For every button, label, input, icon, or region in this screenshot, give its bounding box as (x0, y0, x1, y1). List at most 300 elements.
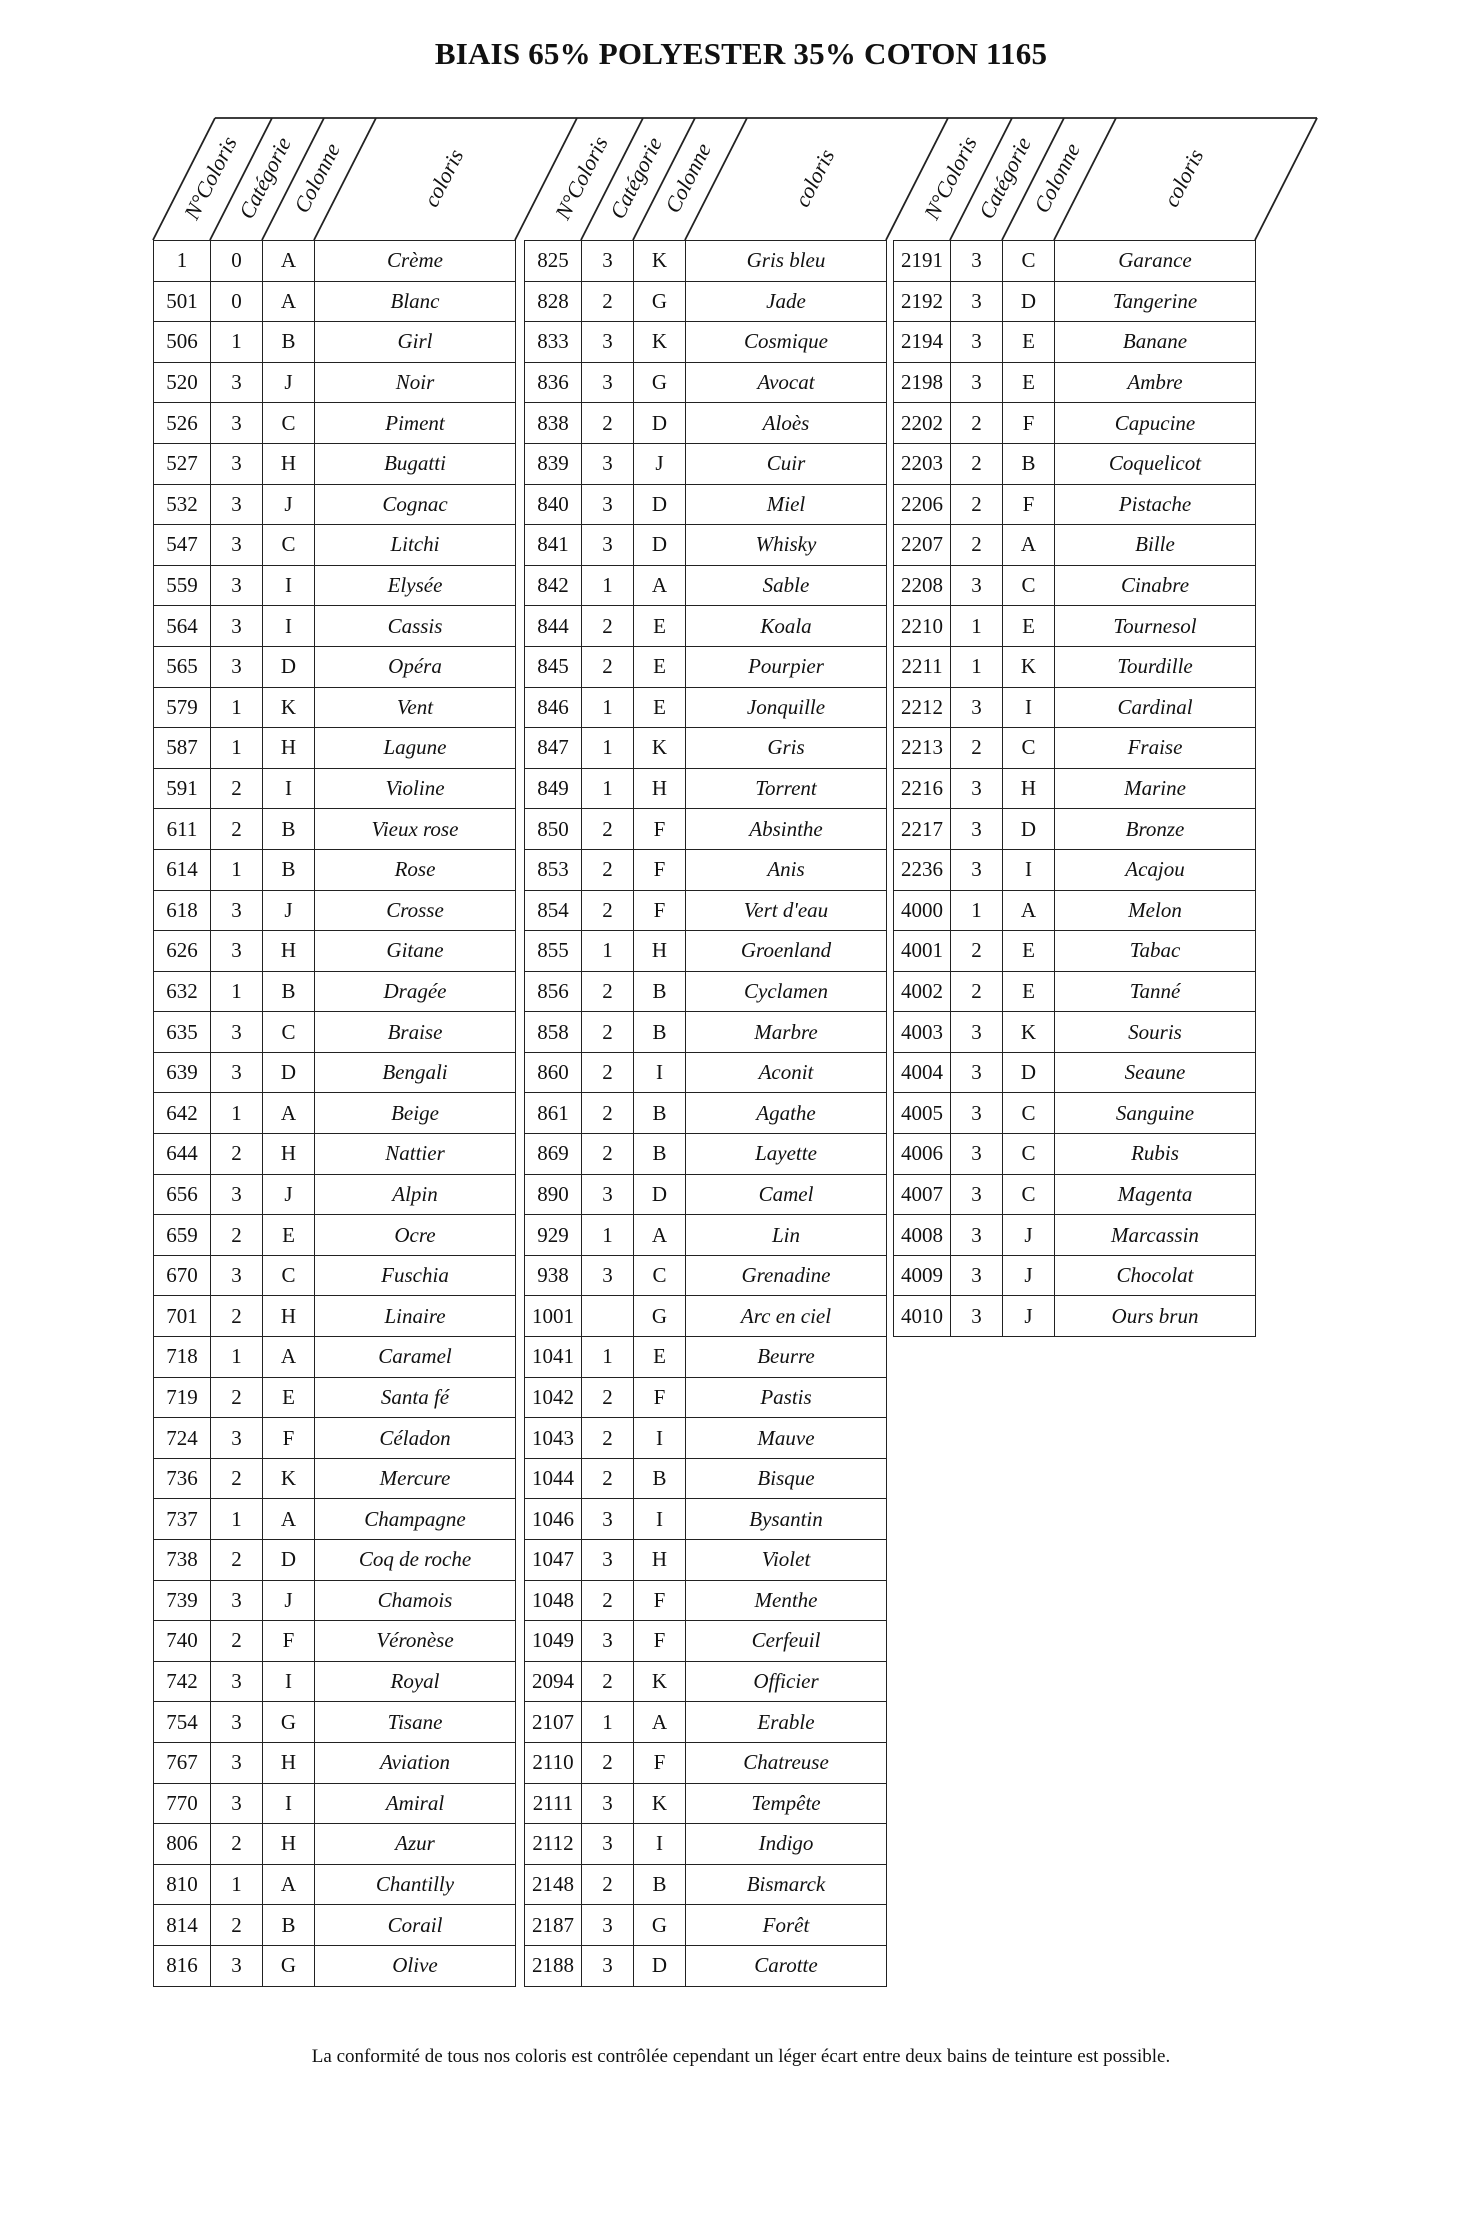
table-row (894, 728, 1256, 769)
color-name: Acajou (1055, 849, 1256, 890)
color-column: C (1003, 728, 1055, 769)
color-number: 1042 (525, 1377, 582, 1418)
color-column: A (263, 1499, 315, 1540)
color-name: Carotte (686, 1945, 887, 1986)
table-row (525, 1702, 887, 1743)
color-category: 1 (211, 1864, 263, 1905)
color-number: 4002 (894, 971, 951, 1012)
table-row (154, 1296, 516, 1337)
color-number: 656 (154, 1174, 211, 1215)
color-name: Cyclamen (686, 971, 887, 1012)
table-row (894, 1093, 1256, 1134)
color-category: 1 (211, 1499, 263, 1540)
color-number: 2111 (525, 1783, 582, 1824)
table-row (894, 809, 1256, 850)
table-row (894, 687, 1256, 728)
color-name: Erable (686, 1702, 887, 1743)
color-name: Beurre (686, 1337, 887, 1378)
color-number: 1048 (525, 1580, 582, 1621)
color-number: 719 (154, 1377, 211, 1418)
color-name: Tabac (1055, 931, 1256, 972)
color-category: 3 (211, 606, 263, 647)
color-column: F (634, 809, 686, 850)
table-row (894, 849, 1256, 890)
color-number: 618 (154, 890, 211, 931)
color-column: D (1003, 1052, 1055, 1093)
color-column: C (1003, 241, 1055, 282)
table-row (525, 1661, 887, 1702)
color-category: 2 (582, 1458, 634, 1499)
color-column: F (634, 1377, 686, 1418)
color-number: 642 (154, 1093, 211, 1134)
color-name: Tangerine (1055, 281, 1256, 322)
table-row (154, 322, 516, 363)
color-number: 2216 (894, 768, 951, 809)
color-number: 1046 (525, 1499, 582, 1540)
color-category: 3 (211, 890, 263, 931)
color-name: Céladon (315, 1418, 516, 1459)
color-name: Cognac (315, 484, 516, 525)
color-category: 3 (211, 362, 263, 403)
table-row (154, 646, 516, 687)
table-row (154, 1742, 516, 1783)
color-column: C (263, 1012, 315, 1053)
color-column: F (634, 1580, 686, 1621)
color-category: 1 (211, 1337, 263, 1378)
color-column: I (634, 1499, 686, 1540)
color-category: 3 (211, 646, 263, 687)
color-number: 2188 (525, 1945, 582, 1986)
color-name: Bismarck (686, 1864, 887, 1905)
color-number: 724 (154, 1418, 211, 1459)
color-category: 2 (211, 1824, 263, 1865)
color-name: Olive (315, 1945, 516, 1986)
header-category-1: Catégorie (233, 133, 296, 223)
color-category: 3 (951, 849, 1003, 890)
color-category: 3 (211, 1702, 263, 1743)
color-name: Mercure (315, 1458, 516, 1499)
color-column: J (263, 362, 315, 403)
color-column: E (634, 606, 686, 647)
color-number: 4007 (894, 1174, 951, 1215)
color-name: Bengali (315, 1052, 516, 1093)
color-category: 3 (582, 1783, 634, 1824)
color-category: 3 (951, 241, 1003, 282)
table-row (154, 1174, 516, 1215)
table-row (154, 687, 516, 728)
color-name: Santa fé (315, 1377, 516, 1418)
color-category: 3 (582, 362, 634, 403)
table-row (894, 1012, 1256, 1053)
color-column: G (634, 362, 686, 403)
color-number: 738 (154, 1540, 211, 1581)
table-row (154, 403, 516, 444)
color-category: 2 (582, 890, 634, 931)
color-name: Crosse (315, 890, 516, 931)
color-name: Tempête (686, 1783, 887, 1824)
table-row (894, 1174, 1256, 1215)
color-column: K (263, 687, 315, 728)
color-number: 767 (154, 1742, 211, 1783)
color-name: Linaire (315, 1296, 516, 1337)
color-name: Cosmique (686, 322, 887, 363)
color-category: 2 (211, 809, 263, 850)
color-number: 718 (154, 1337, 211, 1378)
color-number: 1044 (525, 1458, 582, 1499)
color-name: Coq de roche (315, 1540, 516, 1581)
color-name: Tournesol (1055, 606, 1256, 647)
color-table-2 (524, 240, 887, 1987)
color-number: 2187 (525, 1905, 582, 1946)
color-number: 2107 (525, 1702, 582, 1743)
table-row (525, 1134, 887, 1175)
color-name: Arc en ciel (686, 1296, 887, 1337)
table-row (154, 1945, 516, 1986)
table-row (525, 484, 887, 525)
color-column: K (1003, 1012, 1055, 1053)
table-row (154, 971, 516, 1012)
table-row (894, 443, 1256, 484)
color-category: 2 (951, 931, 1003, 972)
color-number: 929 (525, 1215, 582, 1256)
header-category-2: Catégorie (604, 133, 667, 223)
table-row (525, 322, 887, 363)
color-column: I (263, 1661, 315, 1702)
color-number: 632 (154, 971, 211, 1012)
color-name: Layette (686, 1134, 887, 1175)
table-row (525, 606, 887, 647)
color-number: 1049 (525, 1621, 582, 1662)
color-category: 3 (951, 809, 1003, 850)
color-name: Marcassin (1055, 1215, 1256, 1256)
color-number: 1001 (525, 1296, 582, 1337)
color-number: 2217 (894, 809, 951, 850)
color-name: Royal (315, 1661, 516, 1702)
color-number: 836 (525, 362, 582, 403)
color-category: 0 (211, 281, 263, 322)
color-name: Elysée (315, 565, 516, 606)
color-table-1 (153, 240, 516, 1987)
color-column: E (634, 646, 686, 687)
color-category: 1 (211, 687, 263, 728)
color-number: 4003 (894, 1012, 951, 1053)
color-number: 853 (525, 849, 582, 890)
color-name: Champagne (315, 1499, 516, 1540)
color-category: 1 (582, 1215, 634, 1256)
color-column: A (263, 1864, 315, 1905)
table-row (525, 1093, 887, 1134)
color-name: Alpin (315, 1174, 516, 1215)
color-number: 2194 (894, 322, 951, 363)
table-row (154, 1824, 516, 1865)
footer-note: La conformité de tous nos coloris est contrôlée cependant un léger écart entre deux bains de teinture est possible. (311, 2046, 1171, 2067)
color-column: E (1003, 931, 1055, 972)
color-category: 3 (582, 1945, 634, 1986)
table-row (154, 1012, 516, 1053)
table-row (894, 281, 1256, 322)
color-number: 4000 (894, 890, 951, 931)
table-row (894, 1052, 1256, 1093)
color-column: E (263, 1377, 315, 1418)
table-row (154, 1580, 516, 1621)
color-name: Braise (315, 1012, 516, 1053)
color-name: Chantilly (315, 1864, 516, 1905)
color-name: Koala (686, 606, 887, 647)
table-row (894, 606, 1256, 647)
color-name: Magenta (1055, 1174, 1256, 1215)
color-number: 842 (525, 565, 582, 606)
color-column: B (1003, 443, 1055, 484)
color-category: 3 (582, 1824, 634, 1865)
color-category: 3 (211, 443, 263, 484)
color-category: 2 (211, 1540, 263, 1581)
color-category: 2 (582, 1661, 634, 1702)
color-name: Gris (686, 728, 887, 769)
color-name: Anis (686, 849, 887, 890)
color-column: C (1003, 1134, 1055, 1175)
color-name: Avocat (686, 362, 887, 403)
color-column: I (1003, 849, 1055, 890)
color-number: 2094 (525, 1661, 582, 1702)
color-name: Chocolat (1055, 1255, 1256, 1296)
table-row (525, 849, 887, 890)
table-row (154, 1134, 516, 1175)
color-category: 2 (582, 1093, 634, 1134)
color-name: Piment (315, 403, 516, 444)
color-number: 816 (154, 1945, 211, 1986)
color-number: 2112 (525, 1824, 582, 1865)
color-name: Bysantin (686, 1499, 887, 1540)
color-category: 3 (211, 1945, 263, 1986)
table-row (525, 1458, 887, 1499)
table-row (525, 768, 887, 809)
color-column: I (263, 565, 315, 606)
table-row (894, 1134, 1256, 1175)
table-row (525, 1499, 887, 1540)
color-number: 701 (154, 1296, 211, 1337)
color-category: 3 (951, 1255, 1003, 1296)
color-name: Capucine (1055, 403, 1256, 444)
color-column: K (1003, 646, 1055, 687)
header-name-1: coloris (418, 144, 469, 211)
table-row (525, 646, 887, 687)
color-name: Aconit (686, 1052, 887, 1093)
color-column: A (263, 1337, 315, 1378)
color-name: Dragée (315, 971, 516, 1012)
color-name: Cerfeuil (686, 1621, 887, 1662)
color-number: 506 (154, 322, 211, 363)
table-row (894, 525, 1256, 566)
color-column: I (634, 1824, 686, 1865)
color-column: F (634, 1742, 686, 1783)
color-name: Amiral (315, 1783, 516, 1824)
color-category: 3 (951, 1215, 1003, 1256)
table-row (894, 565, 1256, 606)
color-category: 2 (582, 403, 634, 444)
color-column: F (263, 1418, 315, 1459)
color-number: 579 (154, 687, 211, 728)
color-column: A (634, 565, 686, 606)
table-row (154, 768, 516, 809)
color-category: 3 (951, 1134, 1003, 1175)
table-row (525, 890, 887, 931)
color-category: 3 (951, 281, 1003, 322)
color-category: 3 (211, 525, 263, 566)
color-column: H (634, 931, 686, 972)
table-row (154, 728, 516, 769)
color-number: 869 (525, 1134, 582, 1175)
color-category: 1 (951, 890, 1003, 931)
color-column: E (1003, 971, 1055, 1012)
color-category: 3 (211, 1661, 263, 1702)
header-category-3: Catégorie (973, 133, 1036, 223)
header-column-3: Colonne (1028, 138, 1085, 217)
color-number: 4008 (894, 1215, 951, 1256)
header-column-1: Colonne (288, 138, 345, 217)
color-name: Jade (686, 281, 887, 322)
color-name: Ocre (315, 1215, 516, 1256)
color-name: Gris bleu (686, 241, 887, 282)
color-column: B (263, 809, 315, 850)
table-row (525, 1742, 887, 1783)
color-category: 1 (582, 768, 634, 809)
color-category: 3 (582, 1905, 634, 1946)
table-row (525, 1905, 887, 1946)
color-number: 833 (525, 322, 582, 363)
color-name: Marine (1055, 768, 1256, 809)
color-number: 2192 (894, 281, 951, 322)
color-name: Absinthe (686, 809, 887, 850)
color-name: Melon (1055, 890, 1256, 931)
color-category: 3 (211, 484, 263, 525)
color-category: 3 (951, 565, 1003, 606)
table-row (894, 322, 1256, 363)
color-column: J (1003, 1255, 1055, 1296)
table-row (525, 1783, 887, 1824)
color-category: 2 (582, 1742, 634, 1783)
color-category: 2 (951, 443, 1003, 484)
table-row (154, 1418, 516, 1459)
color-number: 2208 (894, 565, 951, 606)
color-name: Camel (686, 1174, 887, 1215)
color-category: 2 (582, 281, 634, 322)
color-name: Tourdille (1055, 646, 1256, 687)
color-column: F (1003, 403, 1055, 444)
color-number: 847 (525, 728, 582, 769)
color-column: K (634, 728, 686, 769)
header-column-2: Colonne (659, 138, 716, 217)
color-number: 2191 (894, 241, 951, 282)
color-number: 1041 (525, 1337, 582, 1378)
table-row (154, 1052, 516, 1093)
color-category: 2 (582, 1134, 634, 1175)
color-column: B (634, 1093, 686, 1134)
table-row (525, 525, 887, 566)
table-row (154, 1783, 516, 1824)
color-column: E (263, 1215, 315, 1256)
color-category: 3 (211, 1580, 263, 1621)
table-row (525, 1255, 887, 1296)
color-category: 1 (211, 971, 263, 1012)
table-row (525, 1174, 887, 1215)
color-category: 3 (951, 1093, 1003, 1134)
color-name: Torrent (686, 768, 887, 809)
color-name: Chatreuse (686, 1742, 887, 1783)
color-number: 520 (154, 362, 211, 403)
color-number: 860 (525, 1052, 582, 1093)
table-row (525, 1012, 887, 1053)
color-category: 2 (582, 849, 634, 890)
color-category: 3 (582, 1174, 634, 1215)
color-category: 3 (582, 1499, 634, 1540)
color-name: Miel (686, 484, 887, 525)
color-column: I (634, 1418, 686, 1459)
color-name: Beige (315, 1093, 516, 1134)
color-category: 1 (211, 1093, 263, 1134)
table-row (525, 809, 887, 850)
table-row (154, 1702, 516, 1743)
color-category: 2 (582, 971, 634, 1012)
color-number: 2207 (894, 525, 951, 566)
color-category: 3 (951, 322, 1003, 363)
color-column: D (1003, 809, 1055, 850)
table-row (154, 565, 516, 606)
color-name: Girl (315, 322, 516, 363)
table-row (894, 890, 1256, 931)
color-number: 626 (154, 931, 211, 972)
color-category: 2 (582, 1052, 634, 1093)
color-column: E (634, 1337, 686, 1378)
color-name: Crème (315, 241, 516, 282)
color-table-1-body (154, 241, 516, 1987)
color-name: Caramel (315, 1337, 516, 1378)
color-name: Pistache (1055, 484, 1256, 525)
color-name: Tanné (1055, 971, 1256, 1012)
color-column: J (263, 890, 315, 931)
color-category: 1 (951, 646, 1003, 687)
color-column: K (634, 322, 686, 363)
color-number: 4005 (894, 1093, 951, 1134)
header-name-3: coloris (1158, 144, 1209, 211)
table-row (154, 890, 516, 931)
color-column: B (634, 971, 686, 1012)
table-row (525, 403, 887, 444)
color-name: Cardinal (1055, 687, 1256, 728)
color-column: E (634, 687, 686, 728)
color-name: Bille (1055, 525, 1256, 566)
color-category: 3 (582, 525, 634, 566)
color-column: B (263, 322, 315, 363)
color-column: F (263, 1621, 315, 1662)
table-row (525, 1540, 887, 1581)
color-category: 2 (211, 768, 263, 809)
color-column: C (1003, 565, 1055, 606)
table-row (154, 1215, 516, 1256)
color-category: 3 (211, 1052, 263, 1093)
color-column: K (634, 1783, 686, 1824)
table-row (525, 1377, 887, 1418)
color-column: H (263, 728, 315, 769)
color-column: H (263, 1296, 315, 1337)
color-category: 2 (211, 1458, 263, 1499)
color-column: D (263, 646, 315, 687)
color-column: C (634, 1255, 686, 1296)
table-row (525, 1215, 887, 1256)
color-category: 2 (582, 809, 634, 850)
color-name: Pourpier (686, 646, 887, 687)
table-row (894, 1296, 1256, 1337)
color-number: 1043 (525, 1418, 582, 1459)
